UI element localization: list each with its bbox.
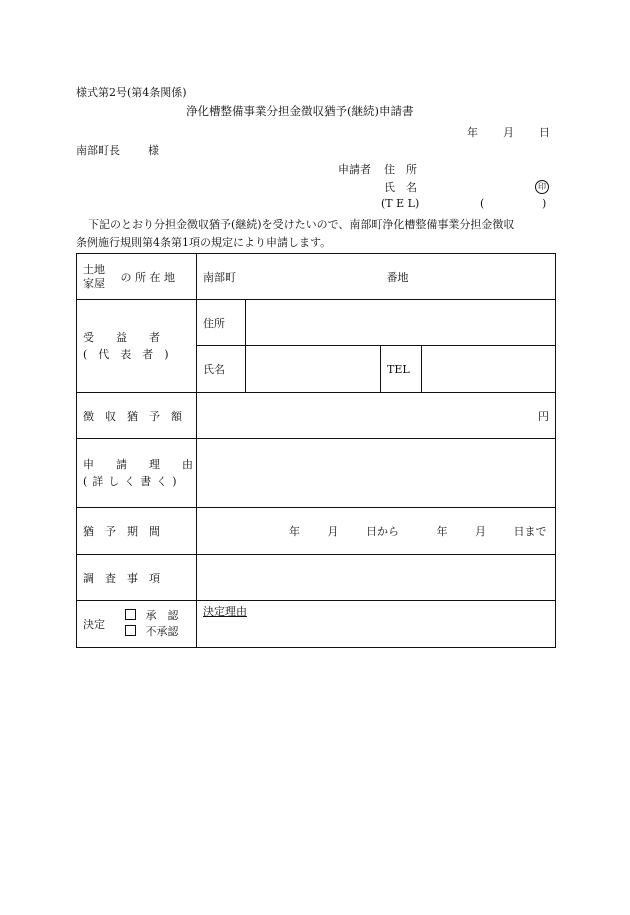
label-house: 家屋 <box>83 276 105 290</box>
reason-label <box>77 439 197 508</box>
reason-label-stack <box>83 456 193 490</box>
beneficiary-label <box>77 300 197 393</box>
honorific: 様 <box>148 144 159 157</box>
amount-field[interactable] <box>197 393 556 439</box>
form-number: 様式第2号(第4条関係) <box>76 86 187 99</box>
beneficiary-title: 受 益 者 <box>83 331 160 344</box>
beneficiary-address-label: 住所 <box>197 300 246 346</box>
beneficiary-name-field[interactable] <box>246 346 381 393</box>
date-day: 日 <box>539 126 550 139</box>
survey-field[interactable] <box>197 555 556 601</box>
applicant-tel-open: ( <box>480 197 485 210</box>
seal-icon <box>535 179 549 194</box>
intro-line-2: 条例施行規則第4条第1項の規定により申請します。 <box>76 236 332 249</box>
beneficiary-name-label: 氏名 <box>197 346 246 393</box>
row-reason <box>77 439 556 508</box>
period-day-end: 日まで <box>513 525 547 538</box>
location-value[interactable] <box>197 254 556 300</box>
applicant-address-label: 住 所 <box>384 163 417 176</box>
beneficiary-label-stack <box>83 329 169 363</box>
period-year-start: 年 <box>289 525 300 538</box>
applicant-tel-label: (T E L) <box>381 197 420 210</box>
period-label: 猶 予 期 間 <box>77 508 197 555</box>
date-year: 年 <box>467 126 478 139</box>
amount-unit: 円 <box>538 409 549 423</box>
decision-reason-label: 決定理由 <box>203 605 247 618</box>
row-survey <box>77 555 556 601</box>
checkbox-icon[interactable] <box>125 609 136 620</box>
period-year-end: 年 <box>436 525 448 538</box>
period-day-start: 日から <box>366 525 399 538</box>
location-label-stack <box>83 263 105 291</box>
seal-mark: 印 <box>535 180 549 194</box>
beneficiary-address-field[interactable] <box>246 300 556 346</box>
label-land: 土地 <box>83 262 105 276</box>
reason-title: 申 請 理 由 <box>83 458 193 471</box>
period-month-end: 月 <box>475 525 486 538</box>
row-decision <box>77 601 556 648</box>
application-table <box>76 253 556 648</box>
decision-approve-label: 承 認 <box>145 609 179 622</box>
decision-reason-field[interactable] <box>197 601 556 648</box>
decision-label: 決定 <box>83 618 105 631</box>
reason-field[interactable] <box>197 439 556 508</box>
location-town: 南部町 <box>203 270 236 284</box>
location-suffix: の 所 在 地 <box>120 270 175 284</box>
row-period <box>77 508 556 555</box>
date-month: 月 <box>503 126 514 139</box>
beneficiary-tel-field[interactable] <box>422 346 556 393</box>
decision-options <box>125 608 179 640</box>
decision-reject-label: 不承認 <box>145 625 179 638</box>
addressee: 南部町長 <box>76 144 120 157</box>
form-title: 浄化槽整備事業分担金徴収猶予(継続)申請書 <box>186 104 414 118</box>
row-amount <box>77 393 556 439</box>
location-label <box>77 254 197 300</box>
location-banchi: 番地 <box>386 270 409 284</box>
row-location <box>77 254 556 300</box>
beneficiary-tel-label: TEL <box>381 346 422 393</box>
beneficiary-sub: ( 代 表 者 ) <box>83 348 169 361</box>
decision-approve-option[interactable] <box>125 609 179 622</box>
amount-label: 徴 収 猶 予 額 <box>77 393 197 439</box>
applicant-tel-close: ) <box>542 197 547 210</box>
intro-line-1: 下記のとおり分担金徴収猶予(継続)を受けたいので、南部町浄化槽整備事業分担金徴収 <box>88 218 515 231</box>
period-field[interactable] <box>197 508 556 555</box>
checkbox-icon[interactable] <box>125 625 136 636</box>
decision-reject-option[interactable] <box>125 625 179 638</box>
row-beneficiary-address <box>77 300 556 346</box>
survey-label: 調 査 事 項 <box>77 555 197 601</box>
decision-label-cell <box>77 601 197 648</box>
applicant-name-label: 氏 名 <box>384 181 417 194</box>
reason-sub: (詳しく書く) <box>83 475 182 488</box>
applicant-label: 申請者 <box>338 163 371 176</box>
period-month-start: 月 <box>327 525 339 538</box>
